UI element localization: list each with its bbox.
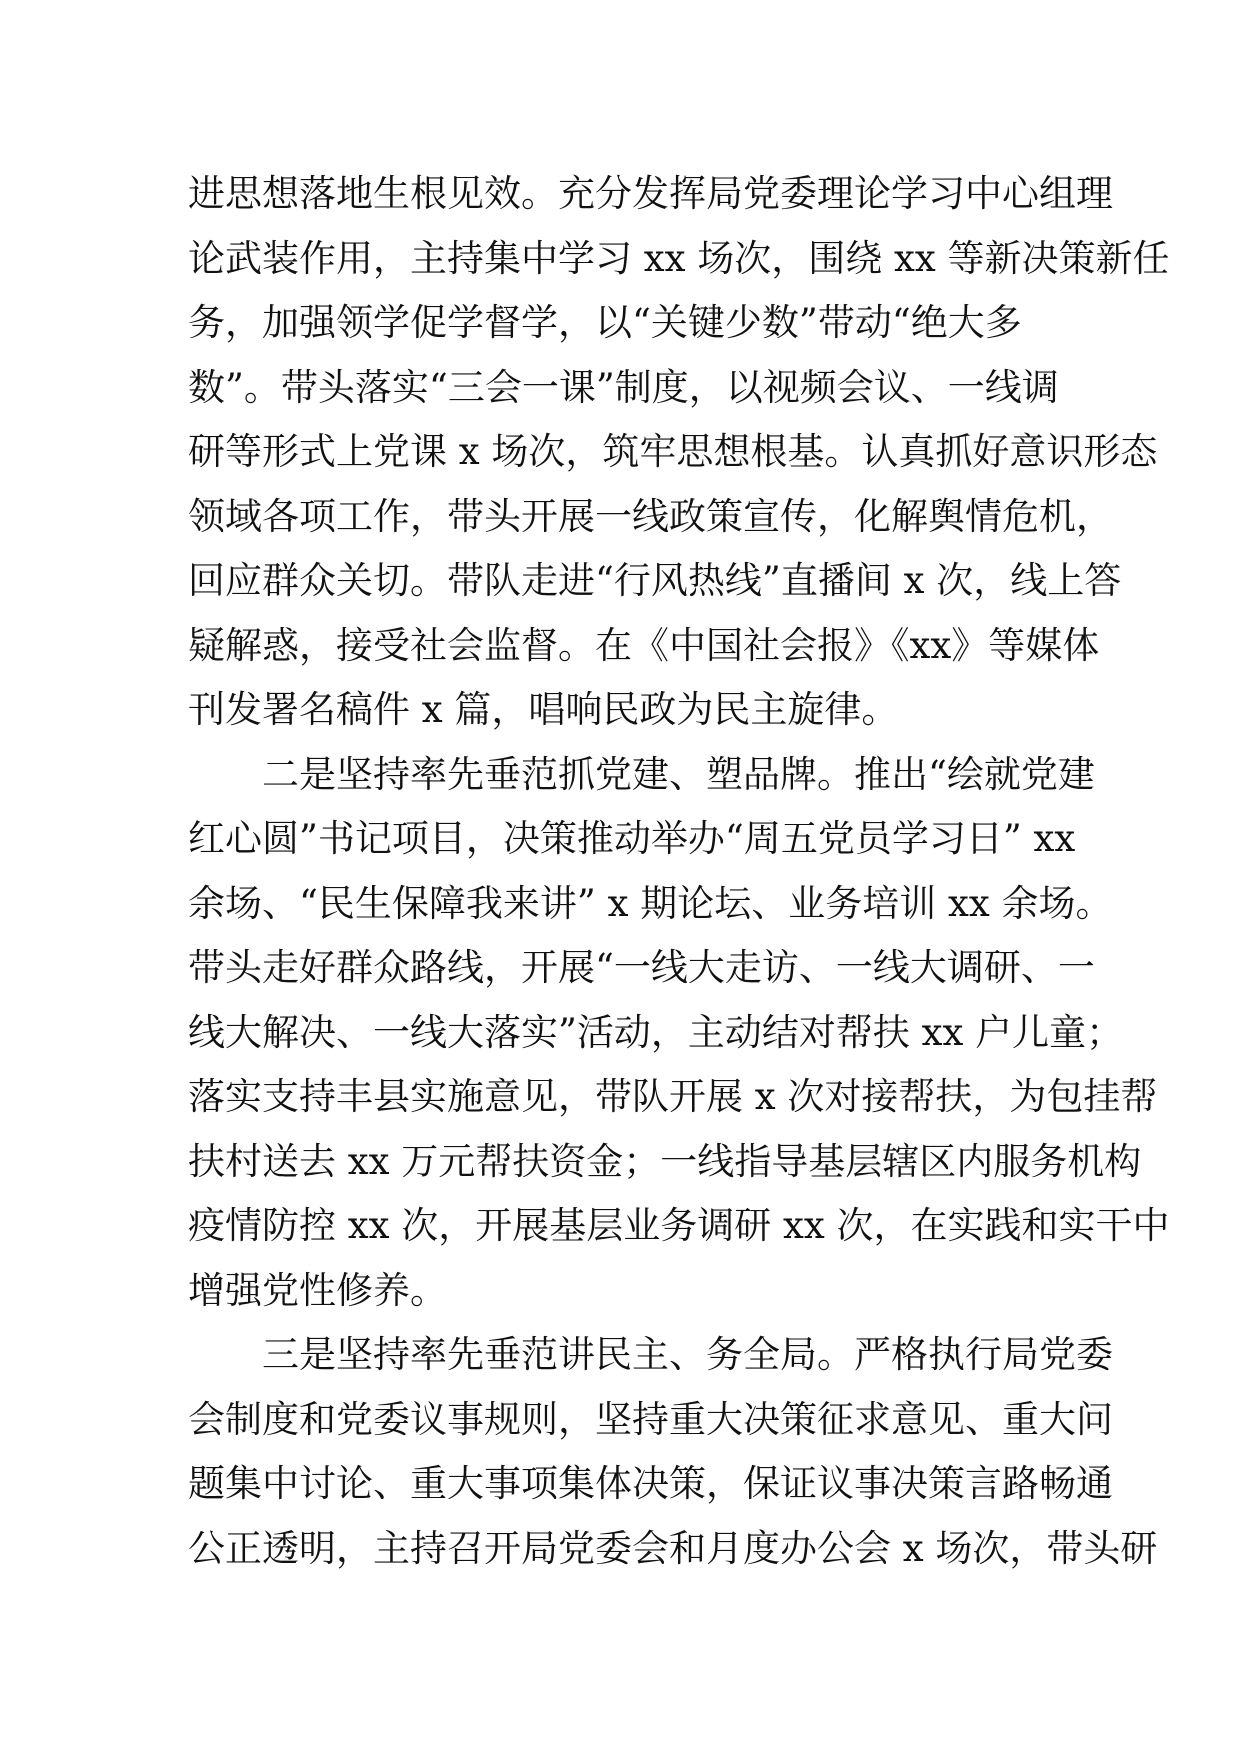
- text-line-6: 领域各项工作，带头开展一线政策宣传，化解舆情危机，: [188, 494, 1113, 538]
- text-line-18: 增强党性修养。: [188, 1268, 447, 1312]
- text-line-15: 落实支持丰县实施意见，带队开展 x 次对接帮扶，为包挂帮: [188, 1075, 1158, 1118]
- text-line-3: 务，加强领学促学督学，以“关键少数”带动“绝大多: [188, 301, 1022, 344]
- text-line-5: 研等形式上党课 x 场次，筑牢思想根基。认真抓好意识形态: [188, 430, 1158, 473]
- text-line-4: 数”。带头落实“三会一课”制度，以视频会议、一线调: [188, 365, 1059, 409]
- text-line-21: 题集中讨论、重大事项集体决策，保证议事决策言路畅通: [188, 1462, 1113, 1505]
- text-line-1: 进思想落地生根见效。充分发挥局党委理论学习中心组理: [188, 172, 1113, 215]
- document-body: [188, 162, 1170, 1581]
- text-line-11: 红心圆”书记项目，决策推动举办“周五党员学习日” xx: [188, 817, 1076, 860]
- text-line-2: 论武装作用，主持集中学习 xx 场次，围绕 xx 等新决策新任: [188, 236, 1170, 280]
- text-line-7: 回应群众关切。带队走进“行风热线”直播间 x 次，线上答: [188, 559, 1122, 602]
- text-line-10: 二是坚持率先垂范抓党建、塑品牌。推出“绘就党建: [188, 752, 1095, 796]
- text-line-22: 公正透明，主持召开局党委会和月度办公会 x 场次，带头研: [188, 1526, 1158, 1570]
- text-line-16: 扶村送去 xx 万元帮扶资金；一线指导基层辖区内服务机构: [188, 1139, 1142, 1183]
- text-line-13: 带头走好群众路线，开展“一线大走访、一线大调研、一: [188, 946, 1095, 989]
- text-line-12: 余场、“民生保障我来讲” x 期论坛、业务培训 xx 余场。: [188, 881, 1113, 925]
- text-line-9: 刊发署名稿件 x 篇，唱响民政为民主旋律。: [188, 688, 899, 731]
- text-line-19: 三是坚持率先垂范讲民主、务全局。严格执行局党委: [188, 1333, 1113, 1376]
- text-line-20: 会制度和党委议事规则，坚持重大决策征求意见、重大问: [188, 1397, 1113, 1441]
- text-line-14: 线大解决、一线大落实”活动，主动结对帮扶 xx 户儿童；: [188, 1010, 1124, 1054]
- text-line-17: 疫情防控 xx 次，开展基层业务调研 xx 次，在实践和实干中: [188, 1204, 1170, 1247]
- text-line-8: 疑解惑，接受社会监督。在《中国社会报》《xx》等媒体: [188, 623, 1100, 667]
